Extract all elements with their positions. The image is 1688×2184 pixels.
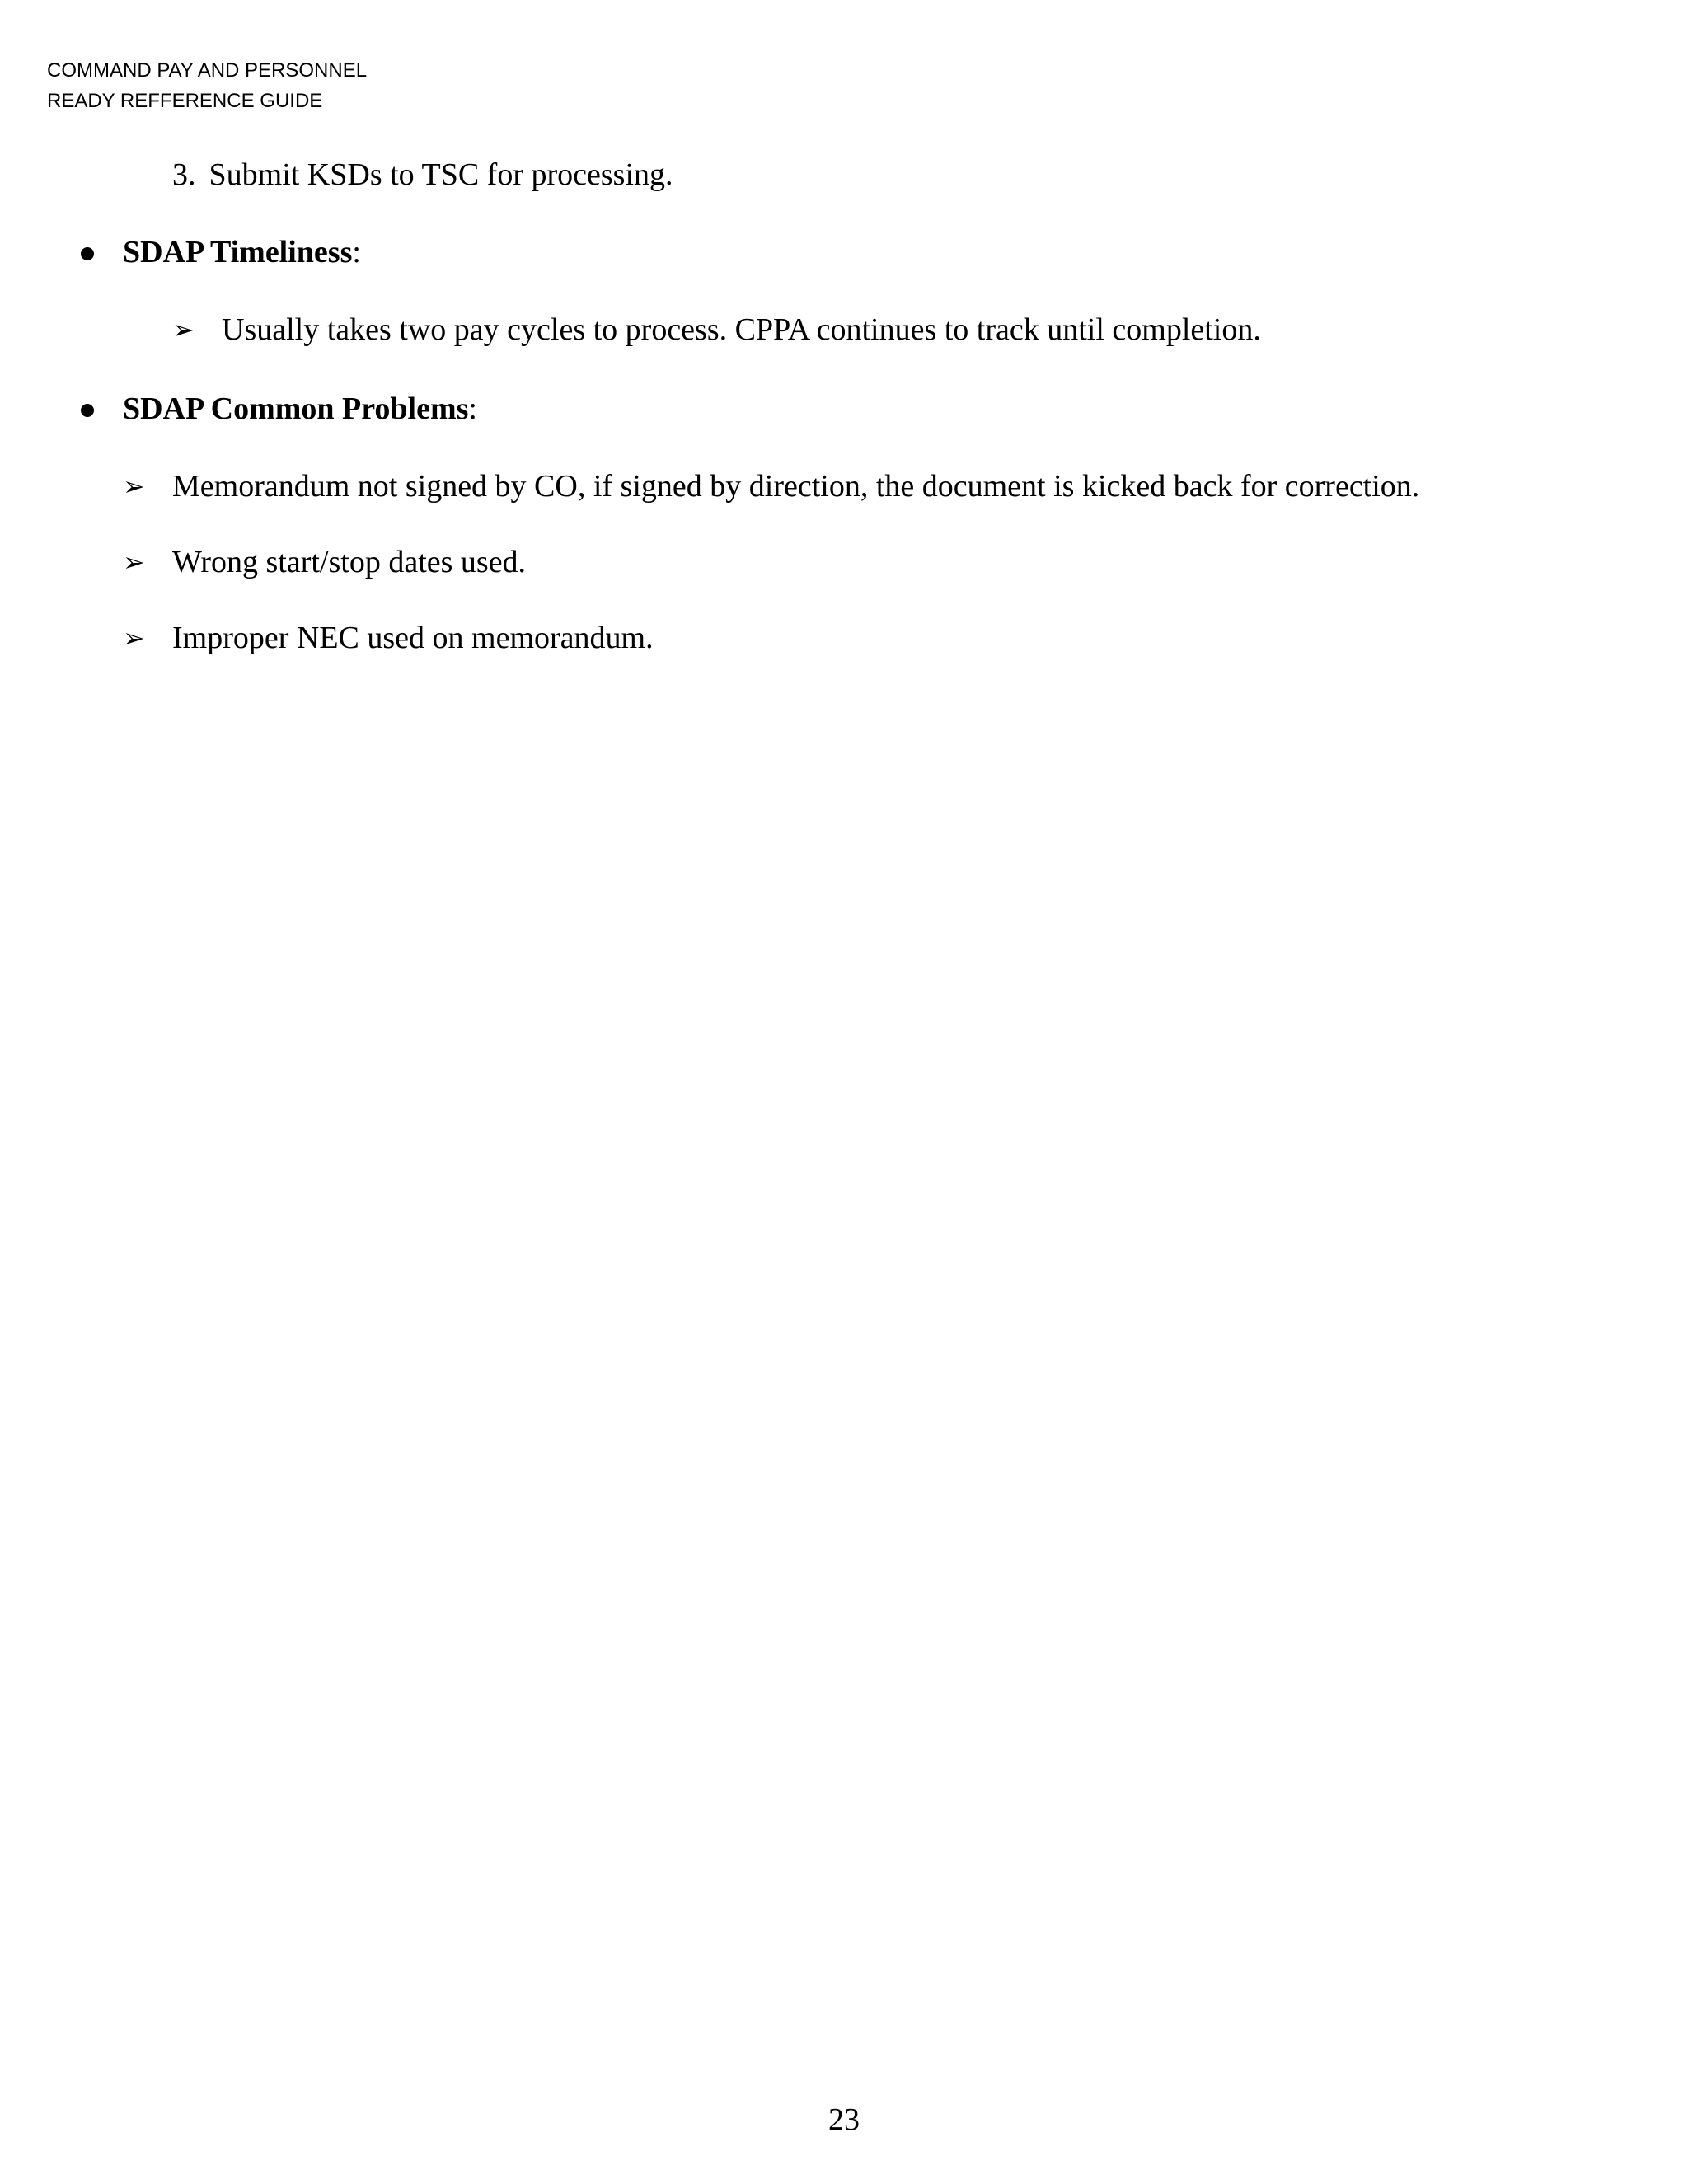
page-number: 23	[828, 2102, 860, 2137]
section-heading-timeliness	[123, 234, 361, 270]
section-heading-common-problems	[123, 391, 477, 427]
list-item-text: Memorandum not signed by CO, if signed by direction, the document is kicked back for correction.	[172, 469, 1420, 504]
list-item	[123, 620, 654, 656]
arrowhead-bullet-icon: ➢	[123, 471, 145, 502]
section-heading-colon: :	[352, 235, 361, 269]
step-number: 3.	[172, 157, 196, 192]
list-item-text: Usually takes two pay cycles to process. CPPA continues to track until completion.	[222, 312, 1261, 347]
bullet-icon	[81, 404, 94, 417]
list-item-text: Wrong start/stop dates used.	[172, 545, 527, 579]
list-item	[172, 312, 1261, 348]
numbered-step	[172, 157, 673, 193]
section-heading-text: SDAP Common Problems	[123, 391, 469, 426]
running-header-line-1: COMMAND PAY AND PERSONNEL	[47, 59, 368, 82]
bullet-icon	[81, 247, 94, 260]
section-heading-text: SDAP Timeliness	[123, 235, 353, 269]
list-item	[123, 468, 1420, 504]
list-item-text: Improper NEC used on memorandum.	[172, 621, 654, 655]
section-heading-colon: :	[468, 391, 477, 426]
list-item	[123, 544, 527, 580]
arrowhead-bullet-icon: ➢	[123, 546, 145, 578]
arrowhead-bullet-icon: ➢	[123, 622, 145, 654]
step-text: Submit KSDs to TSC for processing.	[209, 157, 673, 192]
arrowhead-bullet-icon: ➢	[172, 314, 195, 345]
running-header-line-2: READY REFFERENCE GUIDE	[47, 90, 323, 112]
